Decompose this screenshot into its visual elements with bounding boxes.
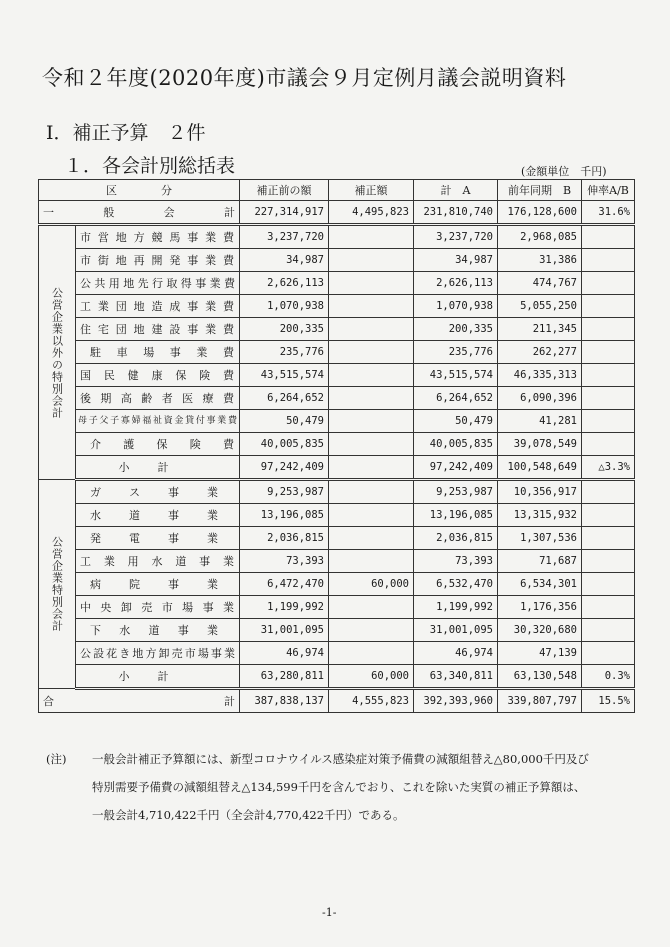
cell-prev: 2,968,085 (498, 225, 582, 249)
cell-rate (582, 433, 635, 456)
cell-amount (329, 433, 414, 456)
group-label: 公営企業以外の特別会計 (39, 225, 76, 480)
table-row (39, 480, 635, 504)
subtotal-row (39, 456, 635, 480)
subsection-title: １．各会計別総括表 (64, 155, 236, 177)
cell-total: 1,070,938 (414, 295, 498, 318)
row-label: 工業団地造成事業費 (76, 295, 240, 318)
table-row (39, 433, 635, 456)
cell-before: 200,335 (240, 318, 329, 341)
cell-before: 46,974 (240, 642, 329, 665)
table-row (39, 272, 635, 295)
cell-prev: 31,386 (498, 249, 582, 272)
table-row (39, 550, 635, 573)
summary-table (38, 179, 635, 713)
table-row (39, 642, 635, 665)
cell-rate (582, 619, 635, 642)
cell-prev: 6,534,301 (498, 573, 582, 596)
cell-prev: 339,807,797 (498, 689, 582, 713)
cell-rate: 15.5% (582, 689, 635, 713)
table-header-row (39, 180, 635, 201)
cell-total: 6,532,470 (414, 573, 498, 596)
table-row (39, 573, 635, 596)
row-label: 一 般 会 計 (39, 201, 240, 225)
cell-rate (582, 504, 635, 527)
cell-rate (582, 272, 635, 295)
cell-prev: 30,320,680 (498, 619, 582, 642)
cell-before: 387,838,137 (240, 689, 329, 713)
row-label: 病院事業 (76, 573, 240, 596)
cell-prev: 474,767 (498, 272, 582, 295)
cell-amount (329, 249, 414, 272)
row-label: ガス事業 (76, 480, 240, 504)
cell-amount (329, 480, 414, 504)
cell-prev: 176,128,600 (498, 201, 582, 225)
cell-total: 40,005,835 (414, 433, 498, 456)
footnote (46, 745, 646, 829)
cell-total: 231,810,740 (414, 201, 498, 225)
footnote-line: 特別需要予備費の減額組替え△134,599千円を含んでおり、これを除いた実質の補正予算額は、 (92, 780, 586, 794)
cell-amount (329, 387, 414, 410)
cell-rate (582, 642, 635, 665)
cell-before: 1,199,992 (240, 596, 329, 619)
table-row (39, 410, 635, 433)
cell-amount (329, 504, 414, 527)
cell-before: 3,237,720 (240, 225, 329, 249)
table-row (39, 295, 635, 318)
cell-amount (329, 341, 414, 364)
row-label: 市営地方競馬事業費 (76, 225, 240, 249)
cell-prev: 71,687 (498, 550, 582, 573)
cell-amount: 60,000 (329, 573, 414, 596)
table-row (39, 318, 635, 341)
cell-total: 9,253,987 (414, 480, 498, 504)
footnote-line: 一般会計補正予算額には、新型コロナウイルス感染症対策予備費の減額組替え△80,000千円及び (92, 752, 589, 766)
general-account-row (39, 201, 635, 225)
cell-amount (329, 225, 414, 249)
page-number: -1- (322, 906, 337, 919)
cell-prev: 63,130,548 (498, 665, 582, 689)
table-row (39, 527, 635, 550)
table-row (39, 504, 635, 527)
cell-rate (582, 527, 635, 550)
cell-amount (329, 410, 414, 433)
cell-total: 97,242,409 (414, 456, 498, 480)
table-row (39, 596, 635, 619)
unit-note: (金額単位 千円) (521, 165, 607, 178)
table-row (39, 387, 635, 410)
cell-total: 43,515,574 (414, 364, 498, 387)
cell-before: 43,515,574 (240, 364, 329, 387)
cell-rate (582, 387, 635, 410)
cell-before: 6,472,470 (240, 573, 329, 596)
section-title: Ⅰ．補正予算 ２件 (46, 122, 206, 144)
cell-prev: 46,335,313 (498, 364, 582, 387)
cell-amount (329, 596, 414, 619)
cell-rate (582, 550, 635, 573)
cell-prev: 1,307,536 (498, 527, 582, 550)
group-label: 公営企業特別会計 (39, 480, 76, 689)
cell-total: 2,626,113 (414, 272, 498, 295)
cell-amount (329, 456, 414, 480)
cell-before: 97,242,409 (240, 456, 329, 480)
cell-rate: 0.3% (582, 665, 635, 689)
cell-prev: 211,345 (498, 318, 582, 341)
cell-amount (329, 272, 414, 295)
cell-total: 13,196,085 (414, 504, 498, 527)
row-label: 公設花き地方卸売市場事業 (76, 642, 240, 665)
cell-rate (582, 573, 635, 596)
table-row (39, 341, 635, 364)
header-rate: 伸率A/B (582, 180, 635, 201)
row-label: 下水道事業 (76, 619, 240, 642)
cell-total: 34,987 (414, 249, 498, 272)
header-before: 補正前の額 (240, 180, 329, 201)
cell-before: 2,626,113 (240, 272, 329, 295)
footnote-label: (注) (46, 752, 67, 766)
cell-amount: 4,555,823 (329, 689, 414, 713)
cell-rate (582, 480, 635, 504)
cell-amount (329, 364, 414, 387)
subtotal-label: 小計 (76, 456, 240, 480)
table-row (39, 225, 635, 249)
cell-rate (582, 596, 635, 619)
row-label: 住宅団地建設事業費 (76, 318, 240, 341)
row-label: 公共用地先行取得事業費 (76, 272, 240, 295)
cell-rate: 31.6% (582, 201, 635, 225)
table-row (39, 364, 635, 387)
page-title: 令和２年度(2020年度)市議会９月定例月議会説明資料 (42, 66, 567, 90)
row-label: 中央卸売市場事業 (76, 596, 240, 619)
table-row (39, 619, 635, 642)
cell-before: 50,479 (240, 410, 329, 433)
cell-amount (329, 642, 414, 665)
cell-prev: 39,078,549 (498, 433, 582, 456)
row-label: 工業用水道事業 (76, 550, 240, 573)
cell-prev: 41,281 (498, 410, 582, 433)
cell-amount (329, 619, 414, 642)
cell-amount (329, 295, 414, 318)
cell-total: 50,479 (414, 410, 498, 433)
row-label: 介護保険費 (76, 433, 240, 456)
cell-prev: 262,277 (498, 341, 582, 364)
grand-total-row (39, 689, 635, 713)
cell-before: 1,070,938 (240, 295, 329, 318)
row-label: 市街地再開発事業費 (76, 249, 240, 272)
header-category: 区 分 (39, 180, 240, 201)
cell-total: 235,776 (414, 341, 498, 364)
cell-rate (582, 410, 635, 433)
row-label: 後期高齢者医療費 (76, 387, 240, 410)
cell-prev: 13,315,932 (498, 504, 582, 527)
cell-total: 6,264,652 (414, 387, 498, 410)
cell-before: 31,001,095 (240, 619, 329, 642)
cell-rate (582, 249, 635, 272)
cell-total: 63,340,811 (414, 665, 498, 689)
cell-before: 235,776 (240, 341, 329, 364)
row-label: 駐車場事業費 (76, 341, 240, 364)
cell-rate (582, 295, 635, 318)
subtotal-label: 小計 (76, 665, 240, 689)
header-prev: 前年同期 B (498, 180, 582, 201)
cell-rate (582, 318, 635, 341)
cell-total: 46,974 (414, 642, 498, 665)
cell-total: 200,335 (414, 318, 498, 341)
cell-prev: 6,090,396 (498, 387, 582, 410)
footnote-line: 一般会計4,710,422千円（全会計4,770,422千円）である。 (92, 808, 405, 822)
cell-total: 2,036,815 (414, 527, 498, 550)
cell-total: 392,393,960 (414, 689, 498, 713)
cell-amount (329, 318, 414, 341)
cell-prev: 1,176,356 (498, 596, 582, 619)
header-amount: 補正額 (329, 180, 414, 201)
cell-before: 9,253,987 (240, 480, 329, 504)
cell-prev: 100,548,649 (498, 456, 582, 480)
cell-amount: 60,000 (329, 665, 414, 689)
cell-amount (329, 550, 414, 573)
cell-before: 2,036,815 (240, 527, 329, 550)
cell-total: 31,001,095 (414, 619, 498, 642)
cell-before: 13,196,085 (240, 504, 329, 527)
row-label: 母子父子寡婦福祉資金貸付事業費 (76, 410, 240, 433)
cell-rate (582, 225, 635, 249)
row-label: 国民健康保険費 (76, 364, 240, 387)
row-label: 水道事業 (76, 504, 240, 527)
cell-rate: △3.3% (582, 456, 635, 480)
cell-prev: 10,356,917 (498, 480, 582, 504)
header-total: 計 A (414, 180, 498, 201)
cell-before: 6,264,652 (240, 387, 329, 410)
cell-prev: 47,139 (498, 642, 582, 665)
cell-before: 40,005,835 (240, 433, 329, 456)
cell-total: 3,237,720 (414, 225, 498, 249)
cell-amount: 4,495,823 (329, 201, 414, 225)
cell-before: 73,393 (240, 550, 329, 573)
cell-before: 227,314,917 (240, 201, 329, 225)
cell-rate (582, 341, 635, 364)
cell-prev: 5,055,250 (498, 295, 582, 318)
row-label: 発電事業 (76, 527, 240, 550)
cell-total: 1,199,992 (414, 596, 498, 619)
row-label: 合計 (39, 689, 240, 713)
cell-before: 34,987 (240, 249, 329, 272)
cell-amount (329, 527, 414, 550)
cell-before: 63,280,811 (240, 665, 329, 689)
cell-total: 73,393 (414, 550, 498, 573)
table-row (39, 249, 635, 272)
subtotal-row (39, 665, 635, 689)
cell-rate (582, 364, 635, 387)
